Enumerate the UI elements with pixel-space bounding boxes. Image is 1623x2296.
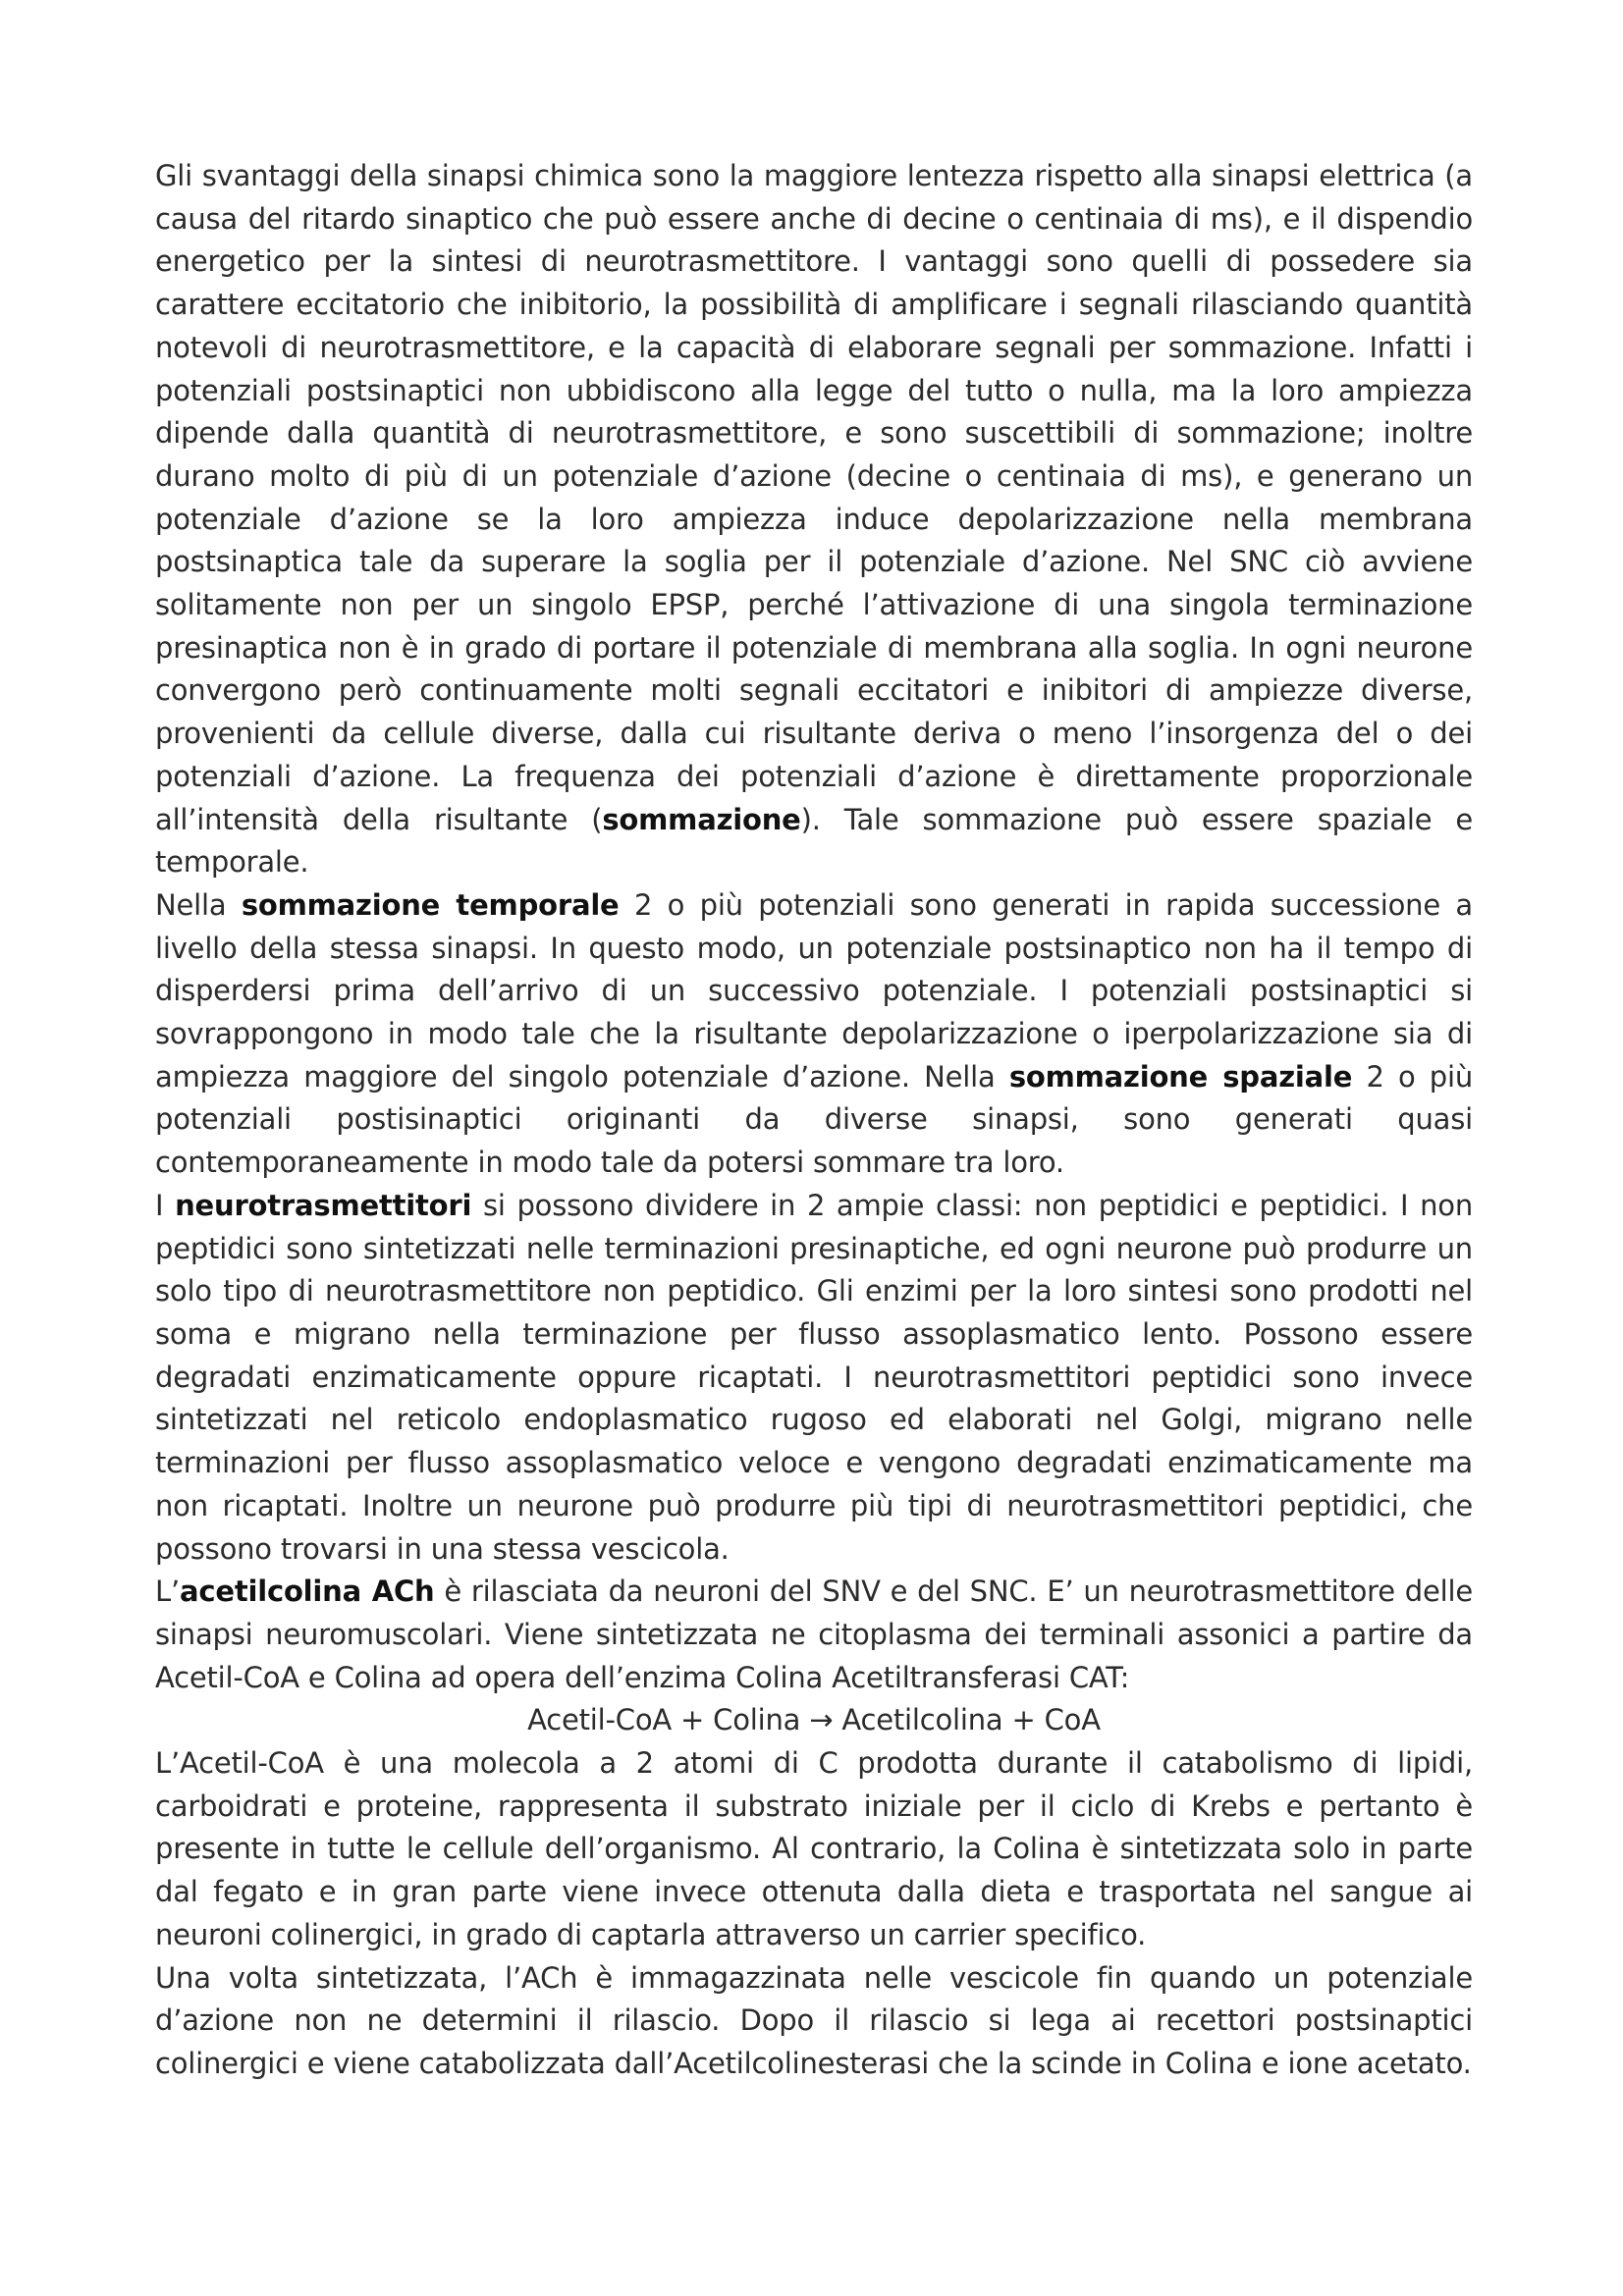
bold-term: acetilcolina ACh	[179, 1575, 435, 1609]
paragraph-p4	[155, 1571, 1473, 1699]
paragraph-p6	[155, 1957, 1473, 2086]
paragraph-p3	[155, 1185, 1473, 1571]
equation: Acetil-CoA + Colina → Acetilcolina + CoA	[527, 1703, 1101, 1737]
text-run: Gli svantaggi della sinapsi chimica sono la maggiore lentezza rispetto alla sinapsi elettrica (a causa del ritardo sinaptico che può essere anche di decine o centinaia di ms), e il dispendio energetico per la sintesi di neurotrasmettitore. I vantaggi sono quelli di possedere sia carattere eccitatorio che inibitorio, la possibilità di amplificare i segnali rilasciando quantità notevoli di neurotrasmettitore, e la capacità di elaborare segnali per sommazione. Infatti i potenziali postsinaptici non ubbidiscono alla legge del tutto o nulla, ma la loro ampiezza dipende dalla quantità di neurotrasmettitore, e sono suscettibili di sommazione; inoltre durano molto di più di un potenziale d’azione (decine o centinaia di ms), e generano un potenziale d’azione se la loro ampiezza induce depolarizzazione nella membrana postsinaptica tale da superare la soglia per il potenziale d’azione. Nel SNC ciò avviene solitamente non per un singolo EPSP, perché l’attivazione di una singola terminazione presinaptica non è in grado di portare il potenziale di membrana alla soglia. In ogni neurone convergono però continuamente molti segnali eccitatori e inibitori di ampiezze diverse, provenienti da cellule diverse, dalla cui risultante deriva o meno l’insorgenza del o dei potenziali d’azione. La frequenza dei potenziali d’azione è direttamente proporzionale all’intensità della risultante (	[155, 159, 1473, 836]
bold-term: sommazione temporale	[241, 887, 620, 922]
body-text-bottom	[155, 1742, 1473, 2086]
body-text-top	[155, 155, 1473, 1699]
text-run: L’	[155, 1575, 180, 1609]
text-run: Una volta sintetizzata, l’ACh è immagazzinata nelle vescicole fin quando un potenziale d’azione non ne determini il rilascio. Dopo il rilascio si lega ai recettori postsinaptici colinergici e viene catabolizzata dall’Acetilcolinesterasi che la scinde in Colina e ione acetato.	[155, 1960, 1473, 2080]
text-run: ). Tale sommazione può essere spaziale e temporale.	[155, 802, 1473, 880]
bold-term: sommazione	[602, 802, 801, 836]
text-run: L’Acetil-CoA è una molecola a 2 atomi di C prodotta durante il catabolismo di lipidi, carboidrati e proteine, rappresenta il substrato iniziale per il ciclo di Krebs e pertanto è presente in tutte le cellule dell’organismo. Al contrario, la Colina è sintetizzata solo in parte dal fegato e in gran parte viene invece ottenuta dalla dieta e trasportata nel sangue ai neuroni colinergici, in grado di captarla attraverso un carrier specifico.	[155, 1746, 1473, 1951]
paragraph-p1	[155, 155, 1473, 884]
bold-term: sommazione spaziale	[1008, 1059, 1353, 1094]
text-run: 2 o più potenziali postisinaptici originanti da diverse sinapsi, sono generati quasi contemporaneamente in modo tale da potersi sommare tra loro.	[155, 1059, 1474, 1180]
text-run: I	[155, 1188, 176, 1222]
paragraph-p2	[155, 884, 1473, 1185]
text-run: Nella	[155, 887, 242, 922]
bold-term: neurotrasmettitori	[175, 1188, 472, 1222]
text-run: è rilasciata da neuroni del SNV e del SNC. E’ un neurotrasmettitore delle sinapsi neuromuscolari. Viene sintetizzata ne citoplasma dei terminali assonici a partire da Acetil-CoA e Colina ad opera dell’enzima Colina Acetiltransferasi CAT:	[155, 1575, 1473, 1694]
text-run: si possono dividere in 2 ampie classi: non peptidici e peptidici. I non peptidici sono sintetizzati nelle terminazioni presinaptiche, ed ogni neurone può produrre un solo tipo di neurotrasmettitore non peptidico. Gli enzimi per la loro sintesi sono prodotti nel soma e migrano nella terminazione per flusso assoplasmatico lento. Possono essere degradati enzimaticamente oppure ricaptati. I neurotrasmettitori peptidici sono invece sintetizzati nel reticolo endoplasmatico rugoso ed elaborati nel Golgi, migrano nelle terminazioni per flusso assoplasmatico veloce e vengono degradati enzimaticamente ma non ricaptati. Inoltre un neurone può produrre più tipi di neurotrasmettitori peptidici, che possono trovarsi in una stessa vescicola.	[155, 1188, 1474, 1566]
paragraph-p5	[155, 1742, 1473, 1957]
document-page	[155, 155, 1473, 2086]
text-run: 2 o più potenziali sono generati in rapida successione a livello della stessa sinapsi. In questo modo, un potenziale postsinaptico non ha il tempo di disperdersi prima dell’arrivo di un successivo potenziale. I potenziali postsinaptici si sovrappongono in modo tale che la risultante depolarizzazione o iperpolarizzazione sia di ampiezza maggiore del singolo potenziale d’azione. Nella	[155, 887, 1473, 1094]
